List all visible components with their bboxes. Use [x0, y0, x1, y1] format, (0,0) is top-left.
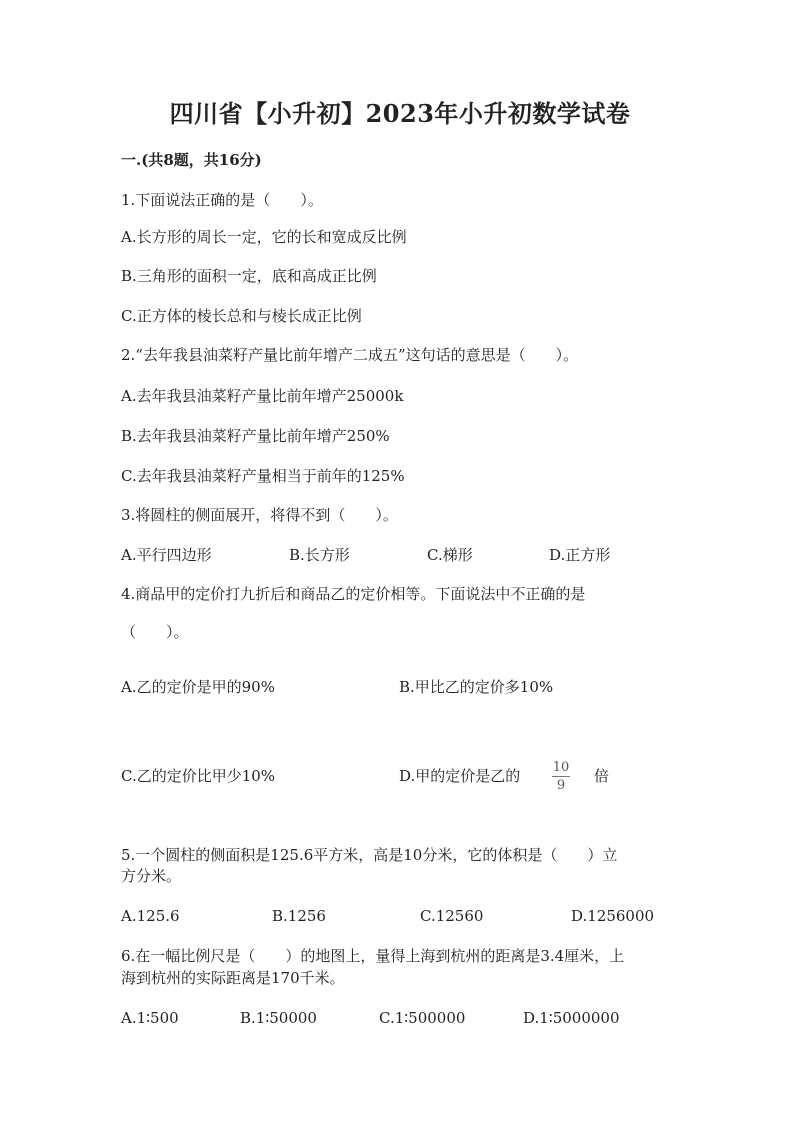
q4-stem-cont: （ ）。 [121, 623, 189, 641]
q3-option-a: A.平行四边形 [121, 546, 212, 564]
fraction-bar [552, 776, 570, 777]
q3-stem: 3.将圆柱的侧面展开，将得不到（ ）。 [121, 506, 398, 524]
q5-option-d: D.1256000 [571, 907, 655, 925]
q5-option-c: C.12560 [420, 907, 484, 925]
q4-option-a: A.乙的定价是甲的90% [121, 678, 275, 696]
q2-option-c: C.去年我县油菜籽产量相当于前年的125% [121, 467, 405, 485]
q1-option-a: A.长方形的周长一定，它的长和宽成反比例 [121, 228, 407, 246]
section-heading: 一.(共8题，共16分) [121, 151, 262, 169]
q6-stem: 6.在一幅比例尺是（ ）的地图上，量得上海到杭州的距离是3.4厘米，上 [121, 947, 625, 965]
q3-option-c: C.梯形 [427, 546, 473, 564]
q4-stem: 4.商品甲的定价打九折后和商品乙的定价相等。下面说法中不正确的是 [121, 585, 586, 603]
q6-option-a: A.1∶500 [121, 1009, 179, 1027]
q5-stem: 5.一个圆柱的侧面积是125.6平方米，高是10分米，它的体积是（ ）立 [121, 846, 618, 864]
q4-option-d: D.甲的定价是乙的 [399, 767, 521, 785]
q4-option-d-suffix: 倍 [594, 767, 610, 785]
q6-stem-cont: 海到杭州的实际距离是170千米。 [121, 969, 345, 987]
q2-stem: 2.“去年我县油菜籽产量比前年增产二成五”这句话的意思是（ ）。 [121, 346, 579, 364]
q4-option-c: C.乙的定价比甲少10% [121, 767, 276, 785]
exam-title: 四川省【小升初】2023年小升初数学试卷 [169, 99, 631, 128]
q5-option-b: B.1256 [272, 907, 326, 925]
q4-option-b: B.甲比乙的定价多10% [399, 678, 554, 696]
q2-option-a: A.去年我县油菜籽产量比前年增产25000k [121, 387, 404, 405]
q1-stem: 1.下面说法正确的是（ ）。 [121, 191, 323, 209]
q1-option-b: B.三角形的面积一定，底和高成正比例 [121, 267, 377, 285]
q5-stem-cont: 方分米。 [121, 867, 182, 885]
q1-option-c: C.正方体的棱长总和与棱长成正比例 [121, 307, 362, 325]
q6-option-b: B.1∶50000 [240, 1009, 317, 1027]
q5-option-a: A.125.6 [121, 907, 180, 925]
q3-option-d: D.正方形 [549, 546, 611, 564]
q4-fraction [550, 760, 572, 793]
q2-option-b: B.去年我县油菜籽产量比前年增产250% [121, 427, 390, 445]
q6-option-d: D.1∶5000000 [523, 1009, 620, 1027]
q6-option-c: C.1∶500000 [379, 1009, 466, 1027]
q3-option-b: B.长方形 [289, 546, 350, 564]
fraction-numerator: 10 [552, 760, 570, 775]
fraction-denominator: 9 [556, 778, 566, 793]
